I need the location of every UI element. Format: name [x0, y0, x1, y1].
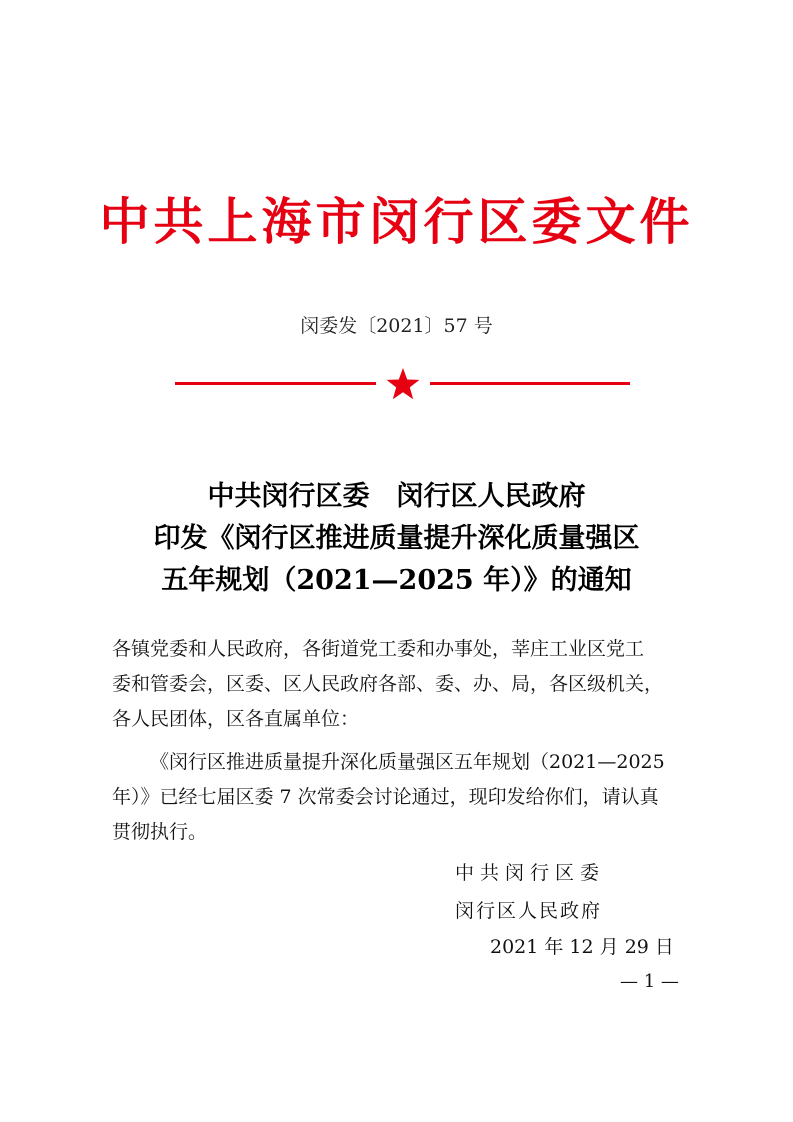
addressee-line: 委和管委会，区委、区人民政府各部、委、办、局，各区级机关，	[112, 673, 664, 695]
paragraph-line: 《闵行区推进质量提升深化质量强区五年规划（2021—2025	[150, 751, 665, 773]
notice-title-line: 五年规划（2021—2025 年）》的通知	[161, 565, 632, 596]
addressee-line: 各人民团体，区各直属单位：	[112, 708, 360, 730]
addressee-block	[112, 632, 692, 737]
divider-line-left	[175, 382, 376, 385]
signature-date: 2021 年 12 月 29 日	[490, 936, 674, 958]
signature-party-committee: 中共闵行区委	[455, 862, 606, 884]
red-star-icon	[385, 366, 421, 402]
page-number: — 1 —	[620, 971, 679, 992]
addressee-line: 各镇党委和人民政府，各街道党工委和办事处，莘庄工业区党工	[112, 638, 645, 660]
divider-line-right	[430, 382, 630, 385]
paragraph-line: 贯彻执行。	[112, 821, 208, 843]
paragraph-line: 年）》已经七届区委 7 次常委会讨论通过，现印发给你们，请认真	[112, 786, 659, 808]
notice-title-line: 中共闵行区委 闵行区人民政府	[207, 481, 586, 512]
body-paragraph	[112, 745, 692, 850]
document-masthead: 中共上海市闵行区委文件	[99, 193, 694, 251]
document-number: 闵委发〔2021〕57 号	[300, 315, 493, 337]
notice-title-line: 印发《闵行区推进质量提升深化质量强区	[153, 523, 640, 554]
signature-government: 闵行区人民政府	[455, 900, 603, 922]
masthead-divider	[0, 372, 793, 394]
notice-title	[0, 476, 793, 602]
